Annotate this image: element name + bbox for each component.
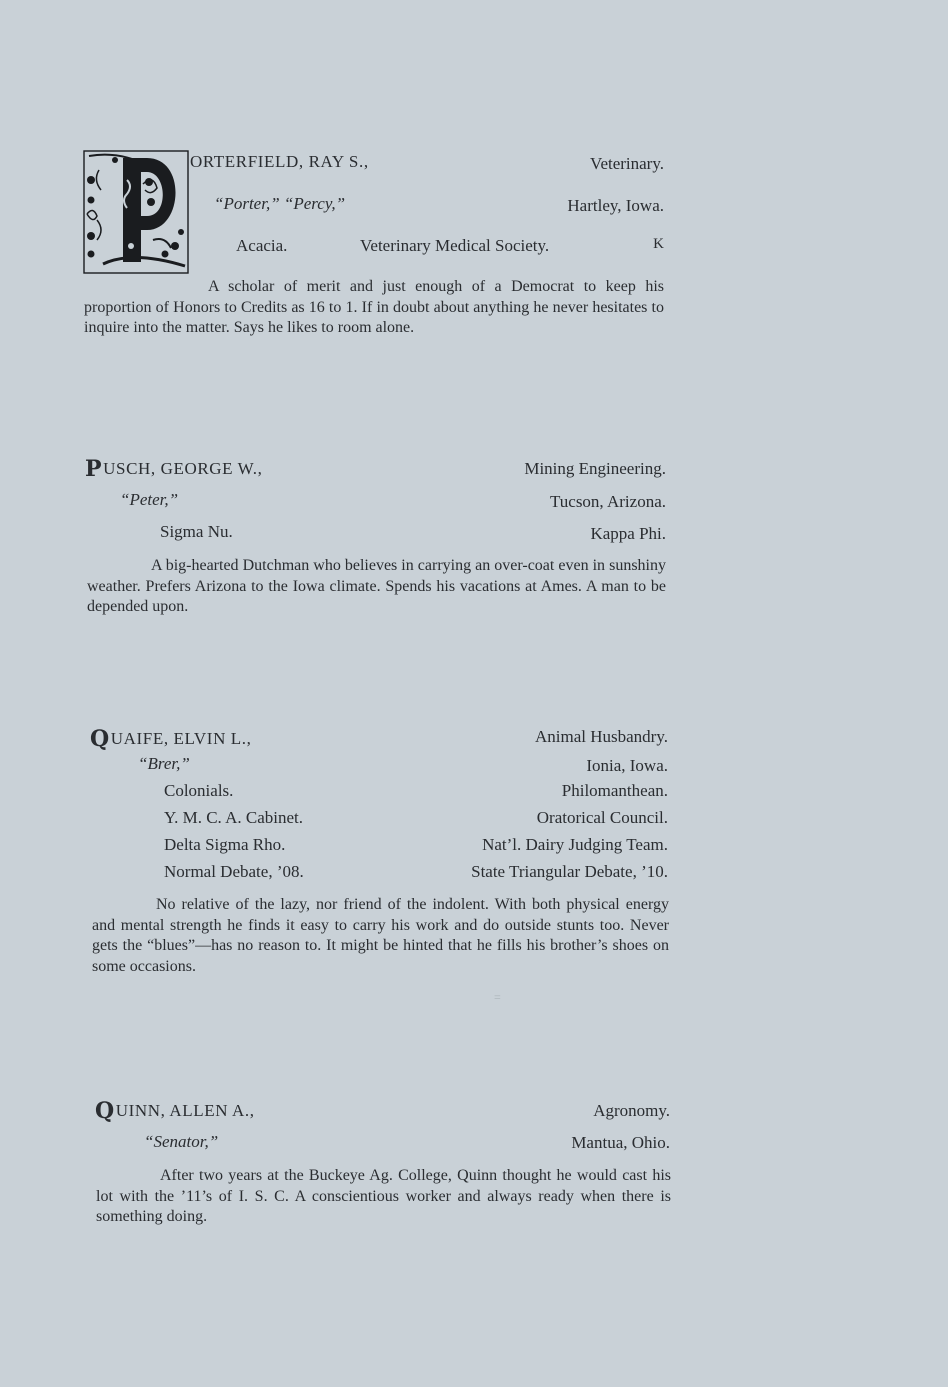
affiliation: Kappa Phi.: [590, 524, 666, 543]
nickname: “Peter,”: [120, 490, 179, 509]
bio-paragraph: No relative of the lazy, nor friend of the indolent. With both physical energy and mental strength he finds it easy to carry his work and do outside stunts too. Never gets the “blues”—has no reason to. It might be hinted that he fills his brother’s shoes on some occasions.: [92, 896, 669, 975]
nickname: “Porter,” “Percy,”: [214, 194, 346, 213]
affiliation: Delta Sigma Rho.: [164, 835, 286, 854]
affiliation: Oratorical Council.: [536, 808, 668, 827]
ornate-initial-p-icon: [83, 150, 189, 274]
affiliation: Philomanthean.: [561, 781, 668, 800]
bio-paragraph: After two years at the Buckeye Ag. College, Quinn thought he would cast his lot with the ’11’s of I. S. C. A conscientious worker and always ready when there is something doing.: [96, 1167, 671, 1225]
blackletter-initial: Q: [95, 1098, 115, 1124]
student-name: ORTERFIELD, RAY S.,: [190, 152, 369, 171]
bio-paragraph: A scholar of merit and just enough of a Democrat to keep his proportion of Honors to Credits as 16 to 1. If in doubt about anything he never hesitates to inquire into the matter. Says he likes to room alone.: [84, 278, 664, 336]
nickname: “Senator,”: [144, 1132, 219, 1151]
affiliation: Nat’l. Dairy Judging Team.: [482, 835, 668, 854]
nickname: “Brer,”: [138, 754, 190, 773]
blackletter-initial: Q: [90, 726, 110, 752]
paper-speck: =: [494, 990, 501, 1004]
hometown: Ionia, Iowa.: [586, 756, 668, 775]
major-field: Veterinary.: [590, 154, 664, 173]
hometown: Mantua, Ohio.: [571, 1133, 670, 1152]
major-field: Mining Engineering.: [524, 459, 666, 478]
affiliation: Y. M. C. A. Cabinet.: [164, 808, 304, 827]
affiliation: Sigma Nu.: [160, 522, 233, 541]
affiliation: Colonials.: [164, 781, 234, 800]
affiliation: Acacia.: [236, 236, 288, 255]
hometown: Tucson, Arizona.: [549, 492, 666, 511]
affiliation: Normal Debate, ’08.: [164, 862, 304, 881]
affiliation: Veterinary Medical Society.: [360, 236, 550, 255]
student-name: PUSCH, GEORGE W.,: [85, 456, 263, 482]
hometown: Hartley, Iowa.: [567, 196, 664, 215]
student-name: QUINN, ALLEN A.,: [95, 1098, 255, 1124]
major-field: Agronomy.: [593, 1101, 670, 1120]
mark: K: [653, 236, 664, 252]
student-name: QUAIFE, ELVIN L.,: [90, 726, 252, 752]
affiliation: State Triangular Debate, ’10.: [471, 862, 668, 881]
blackletter-initial: P: [85, 456, 103, 482]
bio-paragraph: A big-hearted Dutchman who believes in carrying an over-coat even in sunshiny weather. Prefers Arizona to the Iowa climate. Spends his vacations at Ames. A man to be depended upon.: [87, 557, 666, 615]
major-field: Animal Husbandry.: [535, 727, 668, 746]
